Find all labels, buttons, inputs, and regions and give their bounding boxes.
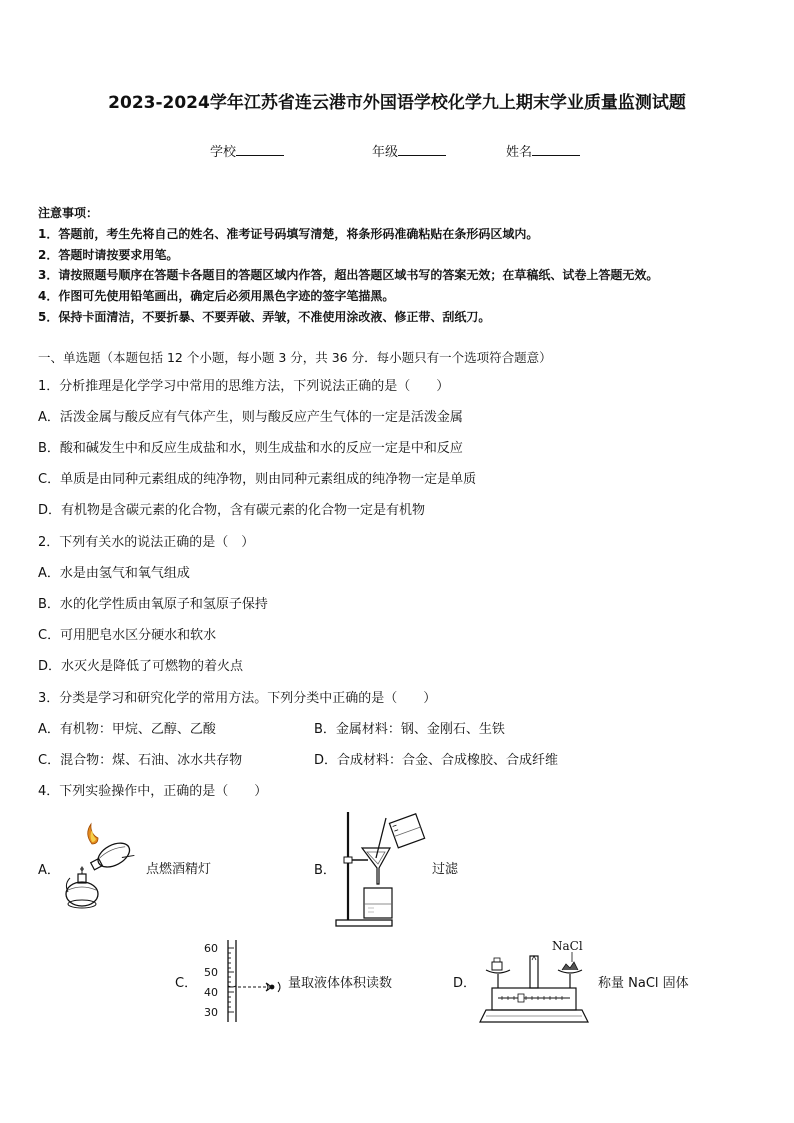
q4-option-b-caption: 过滤: [432, 862, 459, 877]
name-field[interactable]: [506, 141, 580, 160]
cylinder-tick-label: 50: [204, 966, 218, 979]
q2-option-a[interactable]: A．水是由氢气和氧气组成: [38, 566, 190, 581]
notice-item: 5．保持卡面清洁，不要折暴、不要弄破、弄皱，不准使用涂改液、修正带、刮纸刀。: [38, 310, 491, 324]
name-label: 姓名: [506, 145, 533, 160]
notice-item: 1．答题前，考生先将自己的姓名、准考证号码填写清楚，将条形码准确粘贴在条形码区域内。: [38, 227, 539, 241]
name-blank[interactable]: [532, 143, 580, 156]
notice-item: 4．作图可先使用铅笔画出，确定后必须用黑色字迹的签字笔描黑。: [38, 289, 395, 303]
q4-option-c-caption: 量取液体体积读数: [288, 976, 393, 991]
grade-blank[interactable]: [398, 143, 446, 156]
q4-option-d-letter[interactable]: D．: [453, 976, 477, 991]
section-heading: 一、单选题（本题包括 12 个小题，每小题 3 分，共 36 分．每小题只有一个选项符合题意）: [38, 350, 552, 365]
notice-heading: 注意事项：: [38, 206, 99, 220]
q4-option-a-caption: 点燃酒精灯: [146, 862, 212, 877]
nacl-label: NaCl: [552, 939, 583, 953]
q3-option-c[interactable]: C．混合物：煤、石油、冰水共存物: [38, 753, 243, 768]
grade-label: 年级: [372, 145, 399, 160]
q4-option-d-caption: 称量 NaCl 固体: [598, 976, 689, 991]
notice-item: 3．请按照题号顺序在答题卡各题目的答题区域内作答，超出答题区域书写的答案无效；在草稿纸、试卷上答题无效。: [38, 268, 659, 282]
alcohol-lamp-illustration: [60, 822, 144, 914]
graduated-cylinder-illustration: [200, 938, 290, 1024]
q4-option-b-letter[interactable]: B．: [314, 863, 336, 878]
cylinder-tick-label: 30: [204, 1006, 218, 1019]
notice-item: 2．答题时请按要求用笔。: [38, 248, 179, 262]
q2-option-c[interactable]: C．可用肥皂水区分硬水和软水: [38, 628, 217, 643]
q3-option-a[interactable]: A．有机物：甲烷、乙醇、乙酸: [38, 722, 216, 737]
q1-option-d[interactable]: D．有机物是含碳元素的化合物，含有碳元素的化合物一定是有机物: [38, 503, 426, 518]
school-field[interactable]: [210, 141, 284, 160]
q4-option-c-letter[interactable]: C．: [175, 976, 198, 991]
q1-option-c[interactable]: C．单质是由同种元素组成的纯净物，则由同种元素组成的纯净物一定是单质: [38, 472, 477, 487]
q2-option-d[interactable]: D．水灭火是降低了可燃物的着火点: [38, 659, 244, 674]
filtration-illustration: [334, 808, 430, 930]
cylinder-tick-label: 40: [204, 986, 218, 999]
school-blank[interactable]: [236, 143, 284, 156]
q3-stem: 3．分类是学习和研究化学的常用方法。下列分类中正确的是（ ）: [38, 691, 437, 706]
page-title: 2023-2024学年江苏省连云港市外国语学校化学九上期末学业质量监测试题: [108, 93, 686, 113]
q1-stem: 1．分析推理是化学学习中常用的思维方法，下列说法正确的是（ ）: [38, 379, 450, 394]
school-label: 学校: [210, 145, 237, 160]
q4-option-a-letter[interactable]: A．: [38, 863, 60, 878]
q2-option-b[interactable]: B．水的化学性质由氧原子和氢原子保持: [38, 597, 268, 612]
q2-stem: 2．下列有关水的说法正确的是（ ）: [38, 535, 255, 550]
q1-option-b[interactable]: B．酸和碱发生中和反应生成盐和水，则生成盐和水的反应一定是中和反应: [38, 441, 463, 456]
q3-option-d[interactable]: D．合成材料：合金、合成橡胶、合成纤维: [314, 753, 559, 768]
cylinder-tick-label: 60: [204, 942, 218, 955]
balance-illustration: [478, 938, 590, 1024]
grade-field[interactable]: [372, 141, 446, 160]
q3-option-b[interactable]: B．金属材料：钢、金刚石、生铁: [314, 722, 505, 737]
q4-stem: 4．下列实验操作中，正确的是（ ）: [38, 784, 268, 799]
q1-option-a[interactable]: A．活泼金属与酸反应有气体产生，则与酸反应产生气体的一定是活泼金属: [38, 410, 463, 425]
